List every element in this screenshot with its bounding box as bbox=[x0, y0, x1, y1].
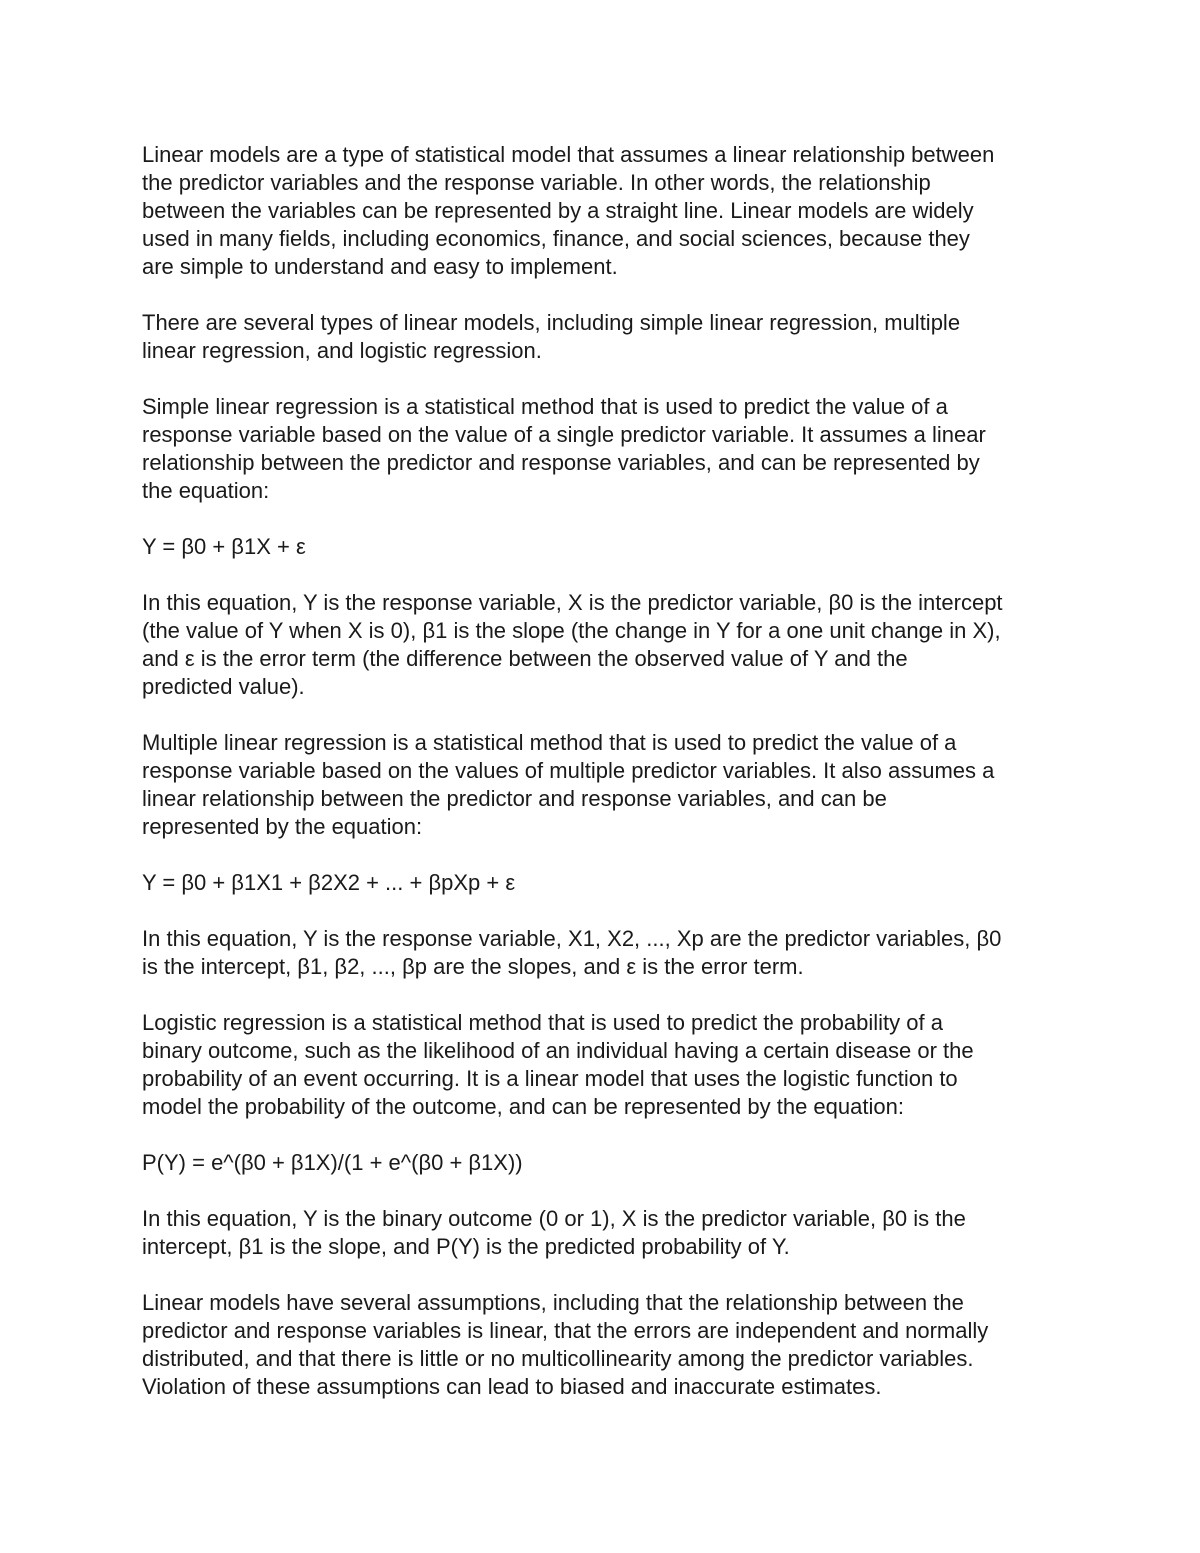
paragraph-assumptions: Linear models have several assumptions, including that the relationship between the predictor and response variables is linear, that the errors are independent and normally distributed, and that there is little or no multicollinearity among the predictor variables. Violation of these assumptions can lead to biased and inaccurate estimates. bbox=[142, 1290, 989, 1399]
paragraph-multiple-regression: Multiple linear regression is a statistical method that is used to predict the value of a response variable based on the values of multiple predictor variables. It also assumes a linear relationship between the predictor and response variables, and can be represented by the equation: bbox=[142, 730, 995, 839]
paragraph-simple-explanation: In this equation, Y is the response variable, X is the predictor variable, β0 is the intercept (the value of Y when X is 0), β1 is the slope (the change in Y for a one unit change in X), and ε is the error term (the difference between the observed value of Y and the predicted value). bbox=[142, 590, 1003, 699]
document-body bbox=[142, 141, 1067, 1429]
paragraph-logistic-explanation: In this equation, Y is the binary outcome (0 or 1), X is the predictor variable, β0 is the intercept, β1 is the slope, and P(Y) is the predicted probability of Y. bbox=[142, 1206, 966, 1259]
paragraph-intro: Linear models are a type of statistical model that assumes a linear relationship between the predictor variables and the response variable. In other words, the relationship between the variables can be represented by a straight line. Linear models are widely used in many fields, including economics, finance, and social sciences, because they are simple to understand and easy to implement. bbox=[142, 142, 995, 279]
equation-simple-regression: Y = β0 + β1X + ε bbox=[142, 534, 306, 559]
paragraph-simple-regression: Simple linear regression is a statistical method that is used to predict the value of a response variable based on the value of a single predictor variable. It assumes a linear relationship between the predictor and response variables, and can be represented by the equation: bbox=[142, 394, 986, 503]
equation-multiple-regression: Y = β0 + β1X1 + β2X2 + ... + βpXp + ε bbox=[142, 870, 516, 895]
paragraph-multiple-explanation: In this equation, Y is the response variable, X1, X2, ..., Xp are the predictor variables, β0 is the intercept, β1, β2, ..., βp are the slopes, and ε is the error term. bbox=[142, 926, 1002, 979]
equation-logistic-regression: P(Y) = e^(β0 + β1X)/(1 + e^(β0 + β1X)) bbox=[142, 1150, 523, 1175]
paragraph-types: There are several types of linear models, including simple linear regression, multiple linear regression, and logistic regression. bbox=[142, 310, 961, 363]
paragraph-logistic-regression: Logistic regression is a statistical method that is used to predict the probability of a binary outcome, such as the likelihood of an individual having a certain disease or the probability of an event occurring. It is a linear model that uses the logistic function to model the probability of the outcome, and can be represented by the equation: bbox=[142, 1010, 974, 1119]
